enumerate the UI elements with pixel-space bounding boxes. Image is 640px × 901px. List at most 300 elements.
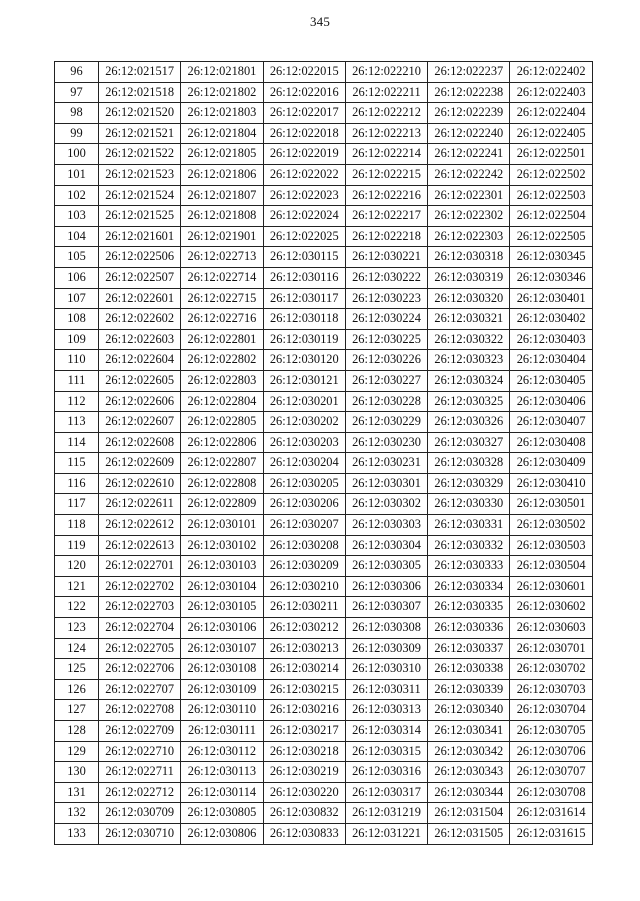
cadastral-code-cell: 26:12:022502	[510, 164, 592, 185]
cadastral-code-cell: 26:12:030102	[181, 535, 263, 556]
table-row	[55, 494, 593, 515]
table-row	[55, 309, 593, 330]
cadastral-code-cell: 26:12:021524	[99, 185, 181, 206]
cadastral-code-cell: 26:12:021517	[99, 62, 181, 83]
row-number-cell: 126	[55, 679, 99, 700]
cadastral-code-cell: 26:12:030203	[263, 432, 345, 453]
cadastral-code-cell: 26:12:030220	[263, 782, 345, 803]
cadastral-code-cell: 26:12:030314	[345, 721, 427, 742]
row-number-cell: 114	[55, 432, 99, 453]
row-number-cell: 96	[55, 62, 99, 83]
cadastral-code-cell: 26:12:030306	[345, 576, 427, 597]
cadastral-code-cell: 26:12:022241	[428, 144, 510, 165]
table-row	[55, 164, 593, 185]
cadastral-code-cell: 26:12:030327	[428, 432, 510, 453]
cadastral-code-cell: 26:12:022716	[181, 309, 263, 330]
cadastral-code-cell: 26:12:022214	[345, 144, 427, 165]
cadastral-code-cell: 26:12:021803	[181, 103, 263, 124]
cadastral-code-cell: 26:12:030603	[510, 618, 592, 639]
cadastral-code-cell: 26:12:022703	[99, 597, 181, 618]
cadastral-code-cell: 26:12:022022	[263, 164, 345, 185]
cadastral-code-cell: 26:12:030212	[263, 618, 345, 639]
row-number-cell: 131	[55, 782, 99, 803]
cadastral-code-cell: 26:12:030333	[428, 556, 510, 577]
cadastral-code-cell: 26:12:022804	[181, 391, 263, 412]
cadastral-code-cell: 26:12:021804	[181, 123, 263, 144]
cadastral-code-cell: 26:12:022609	[99, 453, 181, 474]
table-row	[55, 453, 593, 474]
cadastral-code-cell: 26:12:030337	[428, 638, 510, 659]
table-row	[55, 412, 593, 433]
cadastral-code-cell: 26:12:030304	[345, 535, 427, 556]
cadastral-code-cell: 26:12:030104	[181, 576, 263, 597]
cadastral-code-cell: 26:12:021802	[181, 82, 263, 103]
cadastral-code-cell: 26:12:022506	[99, 247, 181, 268]
cadastral-code-cell: 26:12:031219	[345, 803, 427, 824]
cadastral-code-cell: 26:12:030301	[345, 473, 427, 494]
cadastral-code-cell: 26:12:030321	[428, 309, 510, 330]
cadastral-code-cell: 26:12:030309	[345, 638, 427, 659]
cadastral-code-cell: 26:12:030214	[263, 659, 345, 680]
cadastral-code-cell: 26:12:022015	[263, 62, 345, 83]
cadastral-code-cell: 26:12:030342	[428, 741, 510, 762]
cadastral-code-cell: 26:12:022711	[99, 762, 181, 783]
cadastral-code-cell: 26:12:022505	[510, 226, 592, 247]
table-row	[55, 823, 593, 844]
cadastral-code-cell: 26:12:022507	[99, 267, 181, 288]
cadastral-code-cell: 26:12:030833	[263, 823, 345, 844]
cadastral-code-cell: 26:12:022215	[345, 164, 427, 185]
cadastral-code-cell: 26:12:031504	[428, 803, 510, 824]
table-row	[55, 803, 593, 824]
cadastral-code-cell: 26:12:022802	[181, 350, 263, 371]
cadastral-code-cell: 26:12:021806	[181, 164, 263, 185]
cadastral-code-cell: 26:12:022211	[345, 82, 427, 103]
cadastral-code-cell: 26:12:030403	[510, 329, 592, 350]
cadastral-code-cell: 26:12:021525	[99, 206, 181, 227]
cadastral-code-cell: 26:12:022402	[510, 62, 592, 83]
cadastral-code-cell: 26:12:030207	[263, 515, 345, 536]
cadastral-code-cell: 26:12:030305	[345, 556, 427, 577]
cadastral-code-cell: 26:12:022707	[99, 679, 181, 700]
cadastral-code-cell: 26:12:030315	[345, 741, 427, 762]
row-number-cell: 120	[55, 556, 99, 577]
cadastral-code-cell: 26:12:030106	[181, 618, 263, 639]
cadastral-code-cell: 26:12:030224	[345, 309, 427, 330]
cadastral-code-cell: 26:12:022240	[428, 123, 510, 144]
table-row	[55, 473, 593, 494]
table-row	[55, 370, 593, 391]
cadastral-code-cell: 26:12:030330	[428, 494, 510, 515]
cadastral-code-cell: 26:12:030204	[263, 453, 345, 474]
row-number-cell: 133	[55, 823, 99, 844]
cadastral-code-cell: 26:12:030331	[428, 515, 510, 536]
row-number-cell: 100	[55, 144, 99, 165]
row-number-cell: 97	[55, 82, 99, 103]
cadastral-code-cell: 26:12:022714	[181, 267, 263, 288]
cadastral-code-cell: 26:12:030704	[510, 700, 592, 721]
cadastral-code-cell: 26:12:022608	[99, 432, 181, 453]
cadastral-code-cell: 26:12:022018	[263, 123, 345, 144]
row-number-cell: 104	[55, 226, 99, 247]
cadastral-code-cell: 26:12:021805	[181, 144, 263, 165]
cadastral-code-cell: 26:12:030324	[428, 370, 510, 391]
table-row	[55, 679, 593, 700]
cadastral-code-cell: 26:12:022237	[428, 62, 510, 83]
table-row	[55, 597, 593, 618]
cadastral-code-cell: 26:12:022701	[99, 556, 181, 577]
table-row	[55, 391, 593, 412]
table-row	[55, 247, 593, 268]
cadastral-code-cell: 26:12:030218	[263, 741, 345, 762]
cadastral-code-cell: 26:12:030328	[428, 453, 510, 474]
cadastral-code-cell: 26:12:030110	[181, 700, 263, 721]
cadastral-code-cell: 26:12:022403	[510, 82, 592, 103]
row-number-cell: 116	[55, 473, 99, 494]
cadastral-code-cell: 26:12:022302	[428, 206, 510, 227]
cadastral-code-cell: 26:12:030706	[510, 741, 592, 762]
cadastral-code-cell: 26:12:030221	[345, 247, 427, 268]
cadastral-code-cell: 26:12:030326	[428, 412, 510, 433]
cadastral-code-cell: 26:12:030332	[428, 535, 510, 556]
cadastral-code-cell: 26:12:022702	[99, 576, 181, 597]
cadastral-code-cell: 26:12:022503	[510, 185, 592, 206]
cadastral-code-cell: 26:12:030319	[428, 267, 510, 288]
cadastral-code-cell: 26:12:030108	[181, 659, 263, 680]
cadastral-code-cell: 26:12:022803	[181, 370, 263, 391]
row-number-cell: 113	[55, 412, 99, 433]
row-number-cell: 119	[55, 535, 99, 556]
row-number-cell: 112	[55, 391, 99, 412]
cadastral-code-cell: 26:12:022212	[345, 103, 427, 124]
cadastral-code-cell: 26:12:022301	[428, 185, 510, 206]
cadastral-code-cell: 26:12:030227	[345, 370, 427, 391]
table-row	[55, 185, 593, 206]
cadastral-code-cell: 26:12:022604	[99, 350, 181, 371]
table-row	[55, 721, 593, 742]
table-body	[55, 62, 593, 845]
table-row	[55, 226, 593, 247]
cadastral-code-cell: 26:12:030502	[510, 515, 592, 536]
cadastral-code-cell: 26:12:030405	[510, 370, 592, 391]
cadastral-code-cell: 26:12:030316	[345, 762, 427, 783]
cadastral-code-cell: 26:12:030307	[345, 597, 427, 618]
table-row	[55, 62, 593, 83]
cadastral-code-cell: 26:12:022710	[99, 741, 181, 762]
cadastral-code-cell: 26:12:022303	[428, 226, 510, 247]
cadastral-code-cell: 26:12:030111	[181, 721, 263, 742]
row-number-cell: 107	[55, 288, 99, 309]
cadastral-code-cell: 26:12:030219	[263, 762, 345, 783]
cadastral-code-cell: 26:12:022809	[181, 494, 263, 515]
cadastral-code-cell: 26:12:030806	[181, 823, 263, 844]
cadastral-code-cell: 26:12:030318	[428, 247, 510, 268]
row-number-cell: 110	[55, 350, 99, 371]
cadastral-code-cell: 26:12:031221	[345, 823, 427, 844]
cadastral-code-cell: 26:12:030222	[345, 267, 427, 288]
cadastral-code-cell: 26:12:031614	[510, 803, 592, 824]
cadastral-code-cell: 26:12:030339	[428, 679, 510, 700]
cadastral-code-cell: 26:12:030335	[428, 597, 510, 618]
cadastral-code-cell: 26:12:030708	[510, 782, 592, 803]
row-number-cell: 105	[55, 247, 99, 268]
cadastral-code-cell: 26:12:030709	[99, 803, 181, 824]
cadastral-code-cell: 26:12:022709	[99, 721, 181, 742]
cadastral-code-cell: 26:12:021601	[99, 226, 181, 247]
cadastral-code-cell: 26:12:022610	[99, 473, 181, 494]
cadastral-code-cell: 26:12:030101	[181, 515, 263, 536]
cadastral-code-cell: 26:12:030325	[428, 391, 510, 412]
cadastral-code-cell: 26:12:030230	[345, 432, 427, 453]
cadastral-code-cell: 26:12:022706	[99, 659, 181, 680]
cadastral-code-cell: 26:12:022504	[510, 206, 592, 227]
cadastral-code-cell: 26:12:022239	[428, 103, 510, 124]
cadastral-code-cell: 26:12:030103	[181, 556, 263, 577]
cadastral-code-cell: 26:12:021521	[99, 123, 181, 144]
cadastral-code-cell: 26:12:030313	[345, 700, 427, 721]
row-number-cell: 109	[55, 329, 99, 350]
row-number-cell: 101	[55, 164, 99, 185]
cadastral-code-cell: 26:12:022801	[181, 329, 263, 350]
cadastral-code-cell: 26:12:030404	[510, 350, 592, 371]
cadastral-code-cell: 26:12:022217	[345, 206, 427, 227]
cadastral-code-cell: 26:12:030344	[428, 782, 510, 803]
cadastral-code-cell: 26:12:031615	[510, 823, 592, 844]
cadastral-code-cell: 26:12:030323	[428, 350, 510, 371]
cadastral-code-cell: 26:12:022613	[99, 535, 181, 556]
cadastral-code-cell: 26:12:030228	[345, 391, 427, 412]
page-number: 345	[309, 14, 331, 29]
cadastral-code-cell: 26:12:030121	[263, 370, 345, 391]
cadastral-code-cell: 26:12:030705	[510, 721, 592, 742]
cadastral-code-cell: 26:12:030115	[263, 247, 345, 268]
cadastral-code-cell: 26:12:030217	[263, 721, 345, 742]
cadastral-code-cell: 26:12:030208	[263, 535, 345, 556]
cadastral-code-cell: 26:12:030225	[345, 329, 427, 350]
row-number-cell: 124	[55, 638, 99, 659]
cadastral-code-cell: 26:12:022805	[181, 412, 263, 433]
row-number-cell: 123	[55, 618, 99, 639]
table-row	[55, 782, 593, 803]
cadastral-code-cell: 26:12:022603	[99, 329, 181, 350]
cadastral-table	[54, 61, 593, 845]
cadastral-code-cell: 26:12:030407	[510, 412, 592, 433]
cadastral-code-cell: 26:12:030206	[263, 494, 345, 515]
cadastral-code-cell: 26:12:030501	[510, 494, 592, 515]
cadastral-code-cell: 26:12:030701	[510, 638, 592, 659]
row-number-cell: 115	[55, 453, 99, 474]
cadastral-code-cell: 26:12:022611	[99, 494, 181, 515]
table-row	[55, 329, 593, 350]
table-row	[55, 659, 593, 680]
cadastral-code-cell: 26:12:030117	[263, 288, 345, 309]
cadastral-code-cell: 26:12:022218	[345, 226, 427, 247]
cadastral-code-cell: 26:12:030343	[428, 762, 510, 783]
cadastral-code-cell: 26:12:022216	[345, 185, 427, 206]
cadastral-code-cell: 26:12:030216	[263, 700, 345, 721]
cadastral-code-cell: 26:12:022023	[263, 185, 345, 206]
cadastral-code-cell: 26:12:030201	[263, 391, 345, 412]
table-row	[55, 267, 593, 288]
cadastral-code-cell: 26:12:022242	[428, 164, 510, 185]
cadastral-code-cell: 26:12:021808	[181, 206, 263, 227]
cadastral-code-cell: 26:12:030340	[428, 700, 510, 721]
table-row	[55, 515, 593, 536]
row-number-cell: 99	[55, 123, 99, 144]
cadastral-code-cell: 26:12:030205	[263, 473, 345, 494]
cadastral-code-cell: 26:12:030805	[181, 803, 263, 824]
cadastral-code-cell: 26:12:030229	[345, 412, 427, 433]
row-number-cell: 130	[55, 762, 99, 783]
cadastral-code-cell: 26:12:022607	[99, 412, 181, 433]
cadastral-code-cell: 26:12:030302	[345, 494, 427, 515]
cadastral-code-cell: 26:12:030210	[263, 576, 345, 597]
row-number-cell: 117	[55, 494, 99, 515]
cadastral-code-cell: 26:12:030105	[181, 597, 263, 618]
cadastral-code-cell: 26:12:030504	[510, 556, 592, 577]
cadastral-code-cell: 26:12:030334	[428, 576, 510, 597]
cadastral-code-cell: 26:12:022708	[99, 700, 181, 721]
cadastral-code-cell: 26:12:022501	[510, 144, 592, 165]
row-number-cell: 125	[55, 659, 99, 680]
table-row	[55, 288, 593, 309]
cadastral-code-cell: 26:12:030341	[428, 721, 510, 742]
cadastral-code-cell: 26:12:021523	[99, 164, 181, 185]
row-number-cell: 118	[55, 515, 99, 536]
table-row	[55, 206, 593, 227]
table-row	[55, 700, 593, 721]
cadastral-code-cell: 26:12:030202	[263, 412, 345, 433]
cadastral-code-cell: 26:12:030114	[181, 782, 263, 803]
cadastral-code-cell: 26:12:030231	[345, 453, 427, 474]
cadastral-code-cell: 26:12:030320	[428, 288, 510, 309]
cadastral-code-cell: 26:12:022601	[99, 288, 181, 309]
cadastral-code-cell: 26:12:030336	[428, 618, 510, 639]
cadastral-code-cell: 26:12:030116	[263, 267, 345, 288]
cadastral-code-cell: 26:12:022712	[99, 782, 181, 803]
cadastral-code-cell: 26:12:030710	[99, 823, 181, 844]
table-row	[55, 762, 593, 783]
cadastral-code-cell: 26:12:030703	[510, 679, 592, 700]
cadastral-code-cell: 26:12:030329	[428, 473, 510, 494]
cadastral-code-cell: 26:12:022605	[99, 370, 181, 391]
cadastral-code-cell: 26:12:021518	[99, 82, 181, 103]
cadastral-code-cell: 26:12:030832	[263, 803, 345, 824]
row-number-cell: 129	[55, 741, 99, 762]
cadastral-code-cell: 26:12:022705	[99, 638, 181, 659]
row-number-cell: 98	[55, 103, 99, 124]
cadastral-code-cell: 26:12:030109	[181, 679, 263, 700]
cadastral-code-cell: 26:12:022017	[263, 103, 345, 124]
cadastral-code-cell: 26:12:030707	[510, 762, 592, 783]
cadastral-code-cell: 26:12:021801	[181, 62, 263, 83]
table-row	[55, 556, 593, 577]
cadastral-code-cell: 26:12:022024	[263, 206, 345, 227]
table-row	[55, 123, 593, 144]
table-row	[55, 618, 593, 639]
cadastral-code-cell: 26:12:030308	[345, 618, 427, 639]
cadastral-code-cell: 26:12:030601	[510, 576, 592, 597]
cadastral-code-cell: 26:12:030322	[428, 329, 510, 350]
cadastral-code-cell: 26:12:022808	[181, 473, 263, 494]
cadastral-code-cell: 26:12:030226	[345, 350, 427, 371]
row-number-cell: 128	[55, 721, 99, 742]
row-number-cell: 106	[55, 267, 99, 288]
cadastral-code-cell: 26:12:030112	[181, 741, 263, 762]
table-row	[55, 144, 593, 165]
cadastral-code-cell: 26:12:030303	[345, 515, 427, 536]
cadastral-code-cell: 26:12:022713	[181, 247, 263, 268]
cadastral-code-cell: 26:12:030346	[510, 267, 592, 288]
cadastral-code-cell: 26:12:030113	[181, 762, 263, 783]
table-row	[55, 103, 593, 124]
cadastral-code-cell: 26:12:031505	[428, 823, 510, 844]
cadastral-code-cell: 26:12:030602	[510, 597, 592, 618]
cadastral-code-cell: 26:12:030345	[510, 247, 592, 268]
table-row	[55, 432, 593, 453]
cadastral-code-cell: 26:12:022404	[510, 103, 592, 124]
cadastral-code-cell: 26:12:030209	[263, 556, 345, 577]
table-row	[55, 638, 593, 659]
cadastral-code-cell: 26:12:030223	[345, 288, 427, 309]
cadastral-code-cell: 26:12:030311	[345, 679, 427, 700]
cadastral-code-cell: 26:12:030107	[181, 638, 263, 659]
cadastral-code-cell: 26:12:022806	[181, 432, 263, 453]
cadastral-code-cell: 26:12:021807	[181, 185, 263, 206]
cadastral-code-cell: 26:12:030118	[263, 309, 345, 330]
table-row	[55, 741, 593, 762]
cadastral-code-cell: 26:12:022238	[428, 82, 510, 103]
cadastral-code-cell: 26:12:030402	[510, 309, 592, 330]
cadastral-code-cell: 26:12:022612	[99, 515, 181, 536]
row-number-cell: 132	[55, 803, 99, 824]
cadastral-code-cell: 26:12:021522	[99, 144, 181, 165]
row-number-cell: 127	[55, 700, 99, 721]
row-number-cell: 122	[55, 597, 99, 618]
cadastral-code-cell: 26:12:030409	[510, 453, 592, 474]
cadastral-code-cell: 26:12:022210	[345, 62, 427, 83]
cadastral-code-cell: 26:12:022606	[99, 391, 181, 412]
cadastral-code-cell: 26:12:022405	[510, 123, 592, 144]
row-number-cell: 102	[55, 185, 99, 206]
cadastral-code-cell: 26:12:030503	[510, 535, 592, 556]
cadastral-code-cell: 26:12:022715	[181, 288, 263, 309]
cadastral-code-cell: 26:12:030401	[510, 288, 592, 309]
cadastral-code-cell: 26:12:030317	[345, 782, 427, 803]
cadastral-code-cell: 26:12:030310	[345, 659, 427, 680]
cadastral-code-cell: 26:12:022602	[99, 309, 181, 330]
cadastral-code-cell: 26:12:030406	[510, 391, 592, 412]
table-row	[55, 82, 593, 103]
table-row	[55, 350, 593, 371]
row-number-cell: 103	[55, 206, 99, 227]
cadastral-code-cell: 26:12:030119	[263, 329, 345, 350]
cadastral-code-cell: 26:12:022807	[181, 453, 263, 474]
cadastral-code-cell: 26:12:022025	[263, 226, 345, 247]
table-row	[55, 535, 593, 556]
row-number-cell: 108	[55, 309, 99, 330]
table-row	[55, 576, 593, 597]
cadastral-code-cell: 26:12:022016	[263, 82, 345, 103]
row-number-cell: 121	[55, 576, 99, 597]
row-number-cell: 111	[55, 370, 99, 391]
cadastral-code-cell: 26:12:022704	[99, 618, 181, 639]
cadastral-code-cell: 26:12:022213	[345, 123, 427, 144]
cadastral-code-cell: 26:12:021520	[99, 103, 181, 124]
cadastral-code-cell: 26:12:022019	[263, 144, 345, 165]
cadastral-code-cell: 26:12:030120	[263, 350, 345, 371]
cadastral-code-cell: 26:12:030211	[263, 597, 345, 618]
